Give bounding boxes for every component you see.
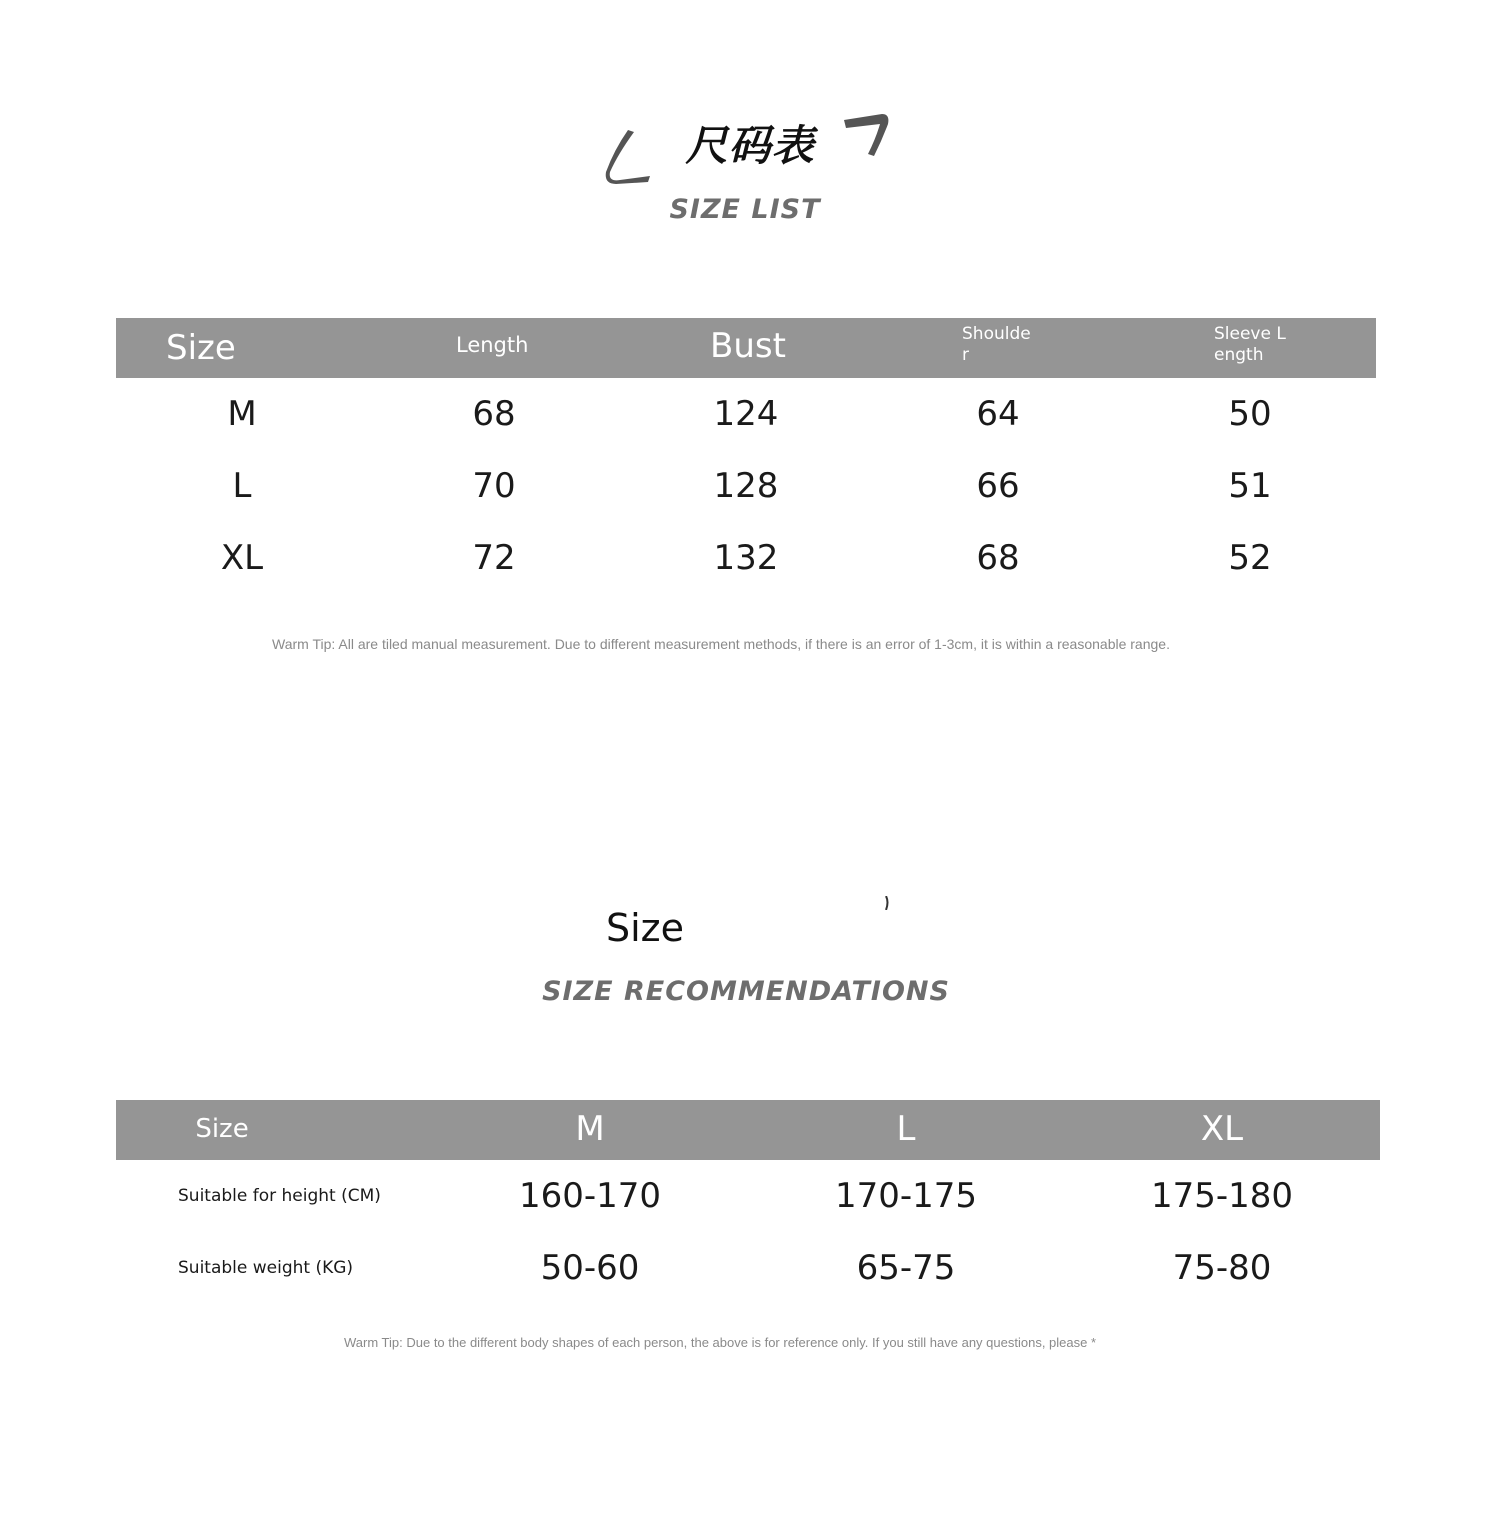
- size-recommendation-table: [116, 1100, 1380, 1304]
- header-sleeve-length: Sleeve L ength: [1214, 324, 1286, 365]
- header-xl: XL: [1200, 1109, 1244, 1149]
- cell-shoulder: 66: [976, 466, 1020, 506]
- header-length: Length: [456, 333, 529, 357]
- cell-height-l: 170-175: [834, 1176, 978, 1216]
- header-l: L: [896, 1109, 916, 1149]
- size-list-subtitle: SIZE LIST: [669, 194, 821, 225]
- header-bust: Bust: [710, 326, 786, 366]
- cell-sleeve: 52: [1228, 538, 1272, 578]
- decorative-tick: [884, 896, 890, 910]
- left-bracket-decoration: [604, 128, 652, 184]
- cell-bust: 128: [713, 466, 779, 506]
- row-label-weight: Suitable weight (KG): [178, 1258, 354, 1278]
- table-row: [116, 522, 1376, 594]
- cell-length: 68: [472, 394, 516, 434]
- cell-size: M: [227, 394, 257, 434]
- table-header-row: [116, 318, 1376, 378]
- header-shoulder: Shoulde r: [962, 324, 1031, 365]
- cell-height-xl: 175-180: [1150, 1176, 1294, 1216]
- size-measurement-table: [116, 318, 1376, 594]
- size-chart-title-cn: 尺码表: [685, 121, 815, 170]
- size-recommendations-subtitle: SIZE RECOMMENDATIONS: [542, 976, 950, 1007]
- cell-size: L: [232, 466, 252, 506]
- cell-shoulder: 64: [976, 394, 1020, 434]
- header-m: M: [575, 1109, 605, 1149]
- cell-size: XL: [220, 538, 264, 578]
- recommendation-warm-tip: Warm Tip: Due to the different body shapes of each person, the above is for reference only. If you still have any questions, please *: [344, 1335, 1097, 1350]
- table-row: [116, 450, 1376, 522]
- cell-sleeve: 50: [1228, 394, 1272, 434]
- cell-length: 72: [472, 538, 516, 578]
- cell-weight-xl: 75-80: [1172, 1248, 1272, 1288]
- cell-bust: 132: [713, 538, 779, 578]
- table-row: [116, 378, 1376, 450]
- cell-length: 70: [472, 466, 516, 506]
- right-bracket-decoration: [842, 112, 890, 158]
- cell-bust: 124: [713, 394, 779, 434]
- table-row-weight: [116, 1232, 1380, 1304]
- table-row-height: [116, 1160, 1380, 1232]
- header-size: Size: [166, 328, 236, 368]
- measurement-warm-tip: Warm Tip: All are tiled manual measurement. Due to different measurement methods, if there is an error of 1-3cm, it is within a reasonable range.: [272, 636, 1170, 652]
- size-recommendation-title: Size: [606, 906, 685, 950]
- table-header-row: [116, 1100, 1380, 1160]
- cell-height-m: 160-170: [518, 1176, 662, 1216]
- cell-weight-l: 65-75: [856, 1248, 956, 1288]
- row-label-height: Suitable for height (CM): [178, 1186, 381, 1206]
- header-size: Size: [195, 1114, 249, 1144]
- cell-sleeve: 51: [1228, 466, 1272, 506]
- cell-shoulder: 68: [976, 538, 1020, 578]
- cell-weight-m: 50-60: [540, 1248, 640, 1288]
